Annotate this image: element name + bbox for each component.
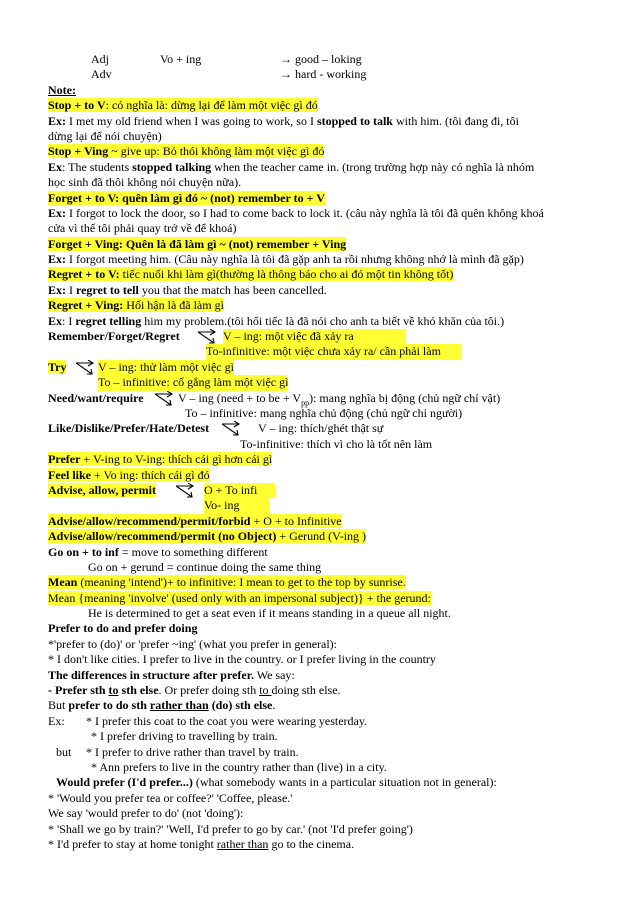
line-feel-like (48, 468, 608, 483)
advise-no-object-title: Advise/allow/recommend/permit (no Object) (48, 529, 277, 544)
ex-text: I (66, 282, 76, 297)
prefer-desc: + V-ing to V-ing: thích cái gì hơn cái gì (80, 452, 273, 467)
branch-arrow-icon (222, 421, 242, 437)
but-label: but (56, 744, 72, 759)
ex-key: stopped to talk (316, 113, 393, 128)
line-stop-to-v (48, 98, 608, 113)
ex-text: you that the match has been cancelled. (138, 282, 327, 297)
adv-label: Adv (91, 67, 112, 82)
pp-subscript: pp (301, 397, 310, 407)
line-ex-cont (48, 221, 608, 236)
line-ex-stop-talking (48, 160, 608, 175)
forget-to-v-title: Forget + to V: quên làm gì đó ~ (not) remember to + V (48, 190, 325, 205)
line-to-infinitive (48, 344, 608, 359)
mean-title: Mean (48, 575, 78, 590)
to-infinitive-meaning: To-infinitive: một việc chưa xảy ra/ cần phải làm (206, 344, 461, 359)
like-to-infinitive: To-infinitive: thích vì cho là tốt nên làm (240, 436, 433, 451)
line-prefer-cities (48, 652, 608, 667)
line-regret-to-v (48, 267, 608, 282)
line-forget-to-v (48, 191, 608, 206)
good-loking-label: → good – loking (280, 52, 362, 66)
line-adv (48, 67, 608, 82)
like-ving: V – ing: thích/ghét thật sự (258, 421, 384, 436)
need-want-require-title: Need/want/require (48, 390, 144, 405)
ex-text: * I prefer driving to travelling by train. (91, 729, 278, 744)
ex-text: We say 'would prefer to do' (not 'doing'): (48, 806, 244, 821)
differences-text: We say: (253, 667, 295, 682)
line-ex-regret-tell (48, 283, 608, 298)
line-advise (48, 483, 608, 498)
line-mean-example (48, 606, 608, 621)
remember-forget-regret-title: Remember/Forget/Regret (48, 329, 180, 344)
line-advise-forbid (48, 514, 608, 529)
ex-text: I forgot to lock the door, so I had to come back to lock it. (câu này nghĩa là tôi đã quên không khoá (66, 205, 544, 220)
ex-text: * Ann prefers to live in the country rather than (live) in a city. (91, 759, 387, 774)
ex-key: regret telling (75, 313, 142, 328)
go-on-gerund-desc: Go on + gerund = continue doing the same thing (88, 559, 322, 574)
structure-text: . (272, 698, 276, 713)
line-prefer-heading (48, 621, 608, 636)
document-page (48, 52, 608, 852)
mean-intend-desc: (meaning 'intend')+ to infinitive: I mean to get to the top by sunrise. (77, 575, 406, 590)
try-ving: V – ing: thử làm một việc gì (98, 359, 234, 374)
ving-meaning: V – ing: một việc đã xảy ra (223, 329, 406, 344)
advise-vo-ing: Vo- ing (204, 498, 269, 513)
ex-text: * I prefer this coat to the coat you were wearing yesterday. (86, 713, 368, 728)
branch-arrow-icon (176, 483, 196, 499)
ex-label: Ex (48, 313, 63, 328)
line-forget-ving (48, 237, 608, 252)
need-ving-meaning: ): mang nghĩa bị động (chủ ngữ chỉ vật) (309, 390, 501, 405)
differences-heading: The differences in structure after prefer. (48, 667, 254, 682)
line-adj (48, 52, 608, 67)
feel-like-title: Feel like (48, 467, 91, 482)
line-tea-coffee (48, 791, 608, 806)
line-would-prefer (48, 775, 608, 790)
branch-arrow-icon (155, 391, 175, 407)
ex-text: : The students (62, 159, 133, 174)
go-on-title: Go on + to inf (48, 544, 119, 559)
ex-text: him my problem.(tôi hối tiếc là đã nói cho anh ta biết về khó khăn của tôi.) (141, 313, 505, 328)
line-regret-ving (48, 298, 608, 313)
line-ex-cont (48, 175, 608, 190)
ex-text: học sinh đã thôi không nói chuyện nữa). (48, 175, 242, 190)
line-ex-cont (48, 129, 608, 144)
need-ving: V – ing (need + to be + V (178, 390, 302, 405)
line-like-dislike (48, 421, 608, 436)
line-differences (48, 668, 608, 683)
ex-text: go to the cinema. (268, 836, 355, 851)
forget-ving-title: Forget + Ving: Quên là đã làm gì ~ (not) remember + Ving (48, 236, 347, 251)
line-ex-regret-telling (48, 314, 608, 329)
line-ex-forgot-lock (48, 206, 608, 221)
structure-text: (do) sth else (208, 698, 273, 713)
regret-ving-desc: Hối hận là đã làm gì (123, 298, 224, 313)
line-ex-forgot-meeting (48, 252, 608, 267)
line-prefer (48, 452, 608, 467)
structure-text: prefer to do sth (68, 698, 150, 713)
like-dislike-title: Like/Dislike/Prefer/Hate/Detest (48, 421, 210, 436)
adj-label: Adj (91, 52, 109, 66)
vo-ing-label: Vo + ing (160, 52, 202, 66)
line-mean-intend (48, 575, 608, 590)
line-but-prefer (48, 698, 608, 713)
line-advise-ving (48, 498, 608, 513)
ex-text: cửa vì thế tôi phải quay trở về để khoá) (48, 221, 237, 236)
line-remember-forget-regret (48, 329, 608, 344)
structure-text: . Or prefer doing sth (158, 683, 260, 698)
structure-text: - Prefer sth (48, 683, 109, 698)
line-ex-ann (48, 760, 608, 775)
structure-text: rather than (149, 698, 209, 713)
advise-forbid-desc: + O + to Infinitive (250, 513, 342, 528)
line-prefer-sth-to (48, 683, 608, 698)
prefer-title: Prefer (48, 452, 81, 467)
stop-to-v-title: Stop + to V (48, 98, 106, 113)
try-title: Try (48, 359, 67, 374)
mean-example: He is determined to get a seat even if it means standing in a queue all night. (88, 606, 451, 621)
line-ex-coat (48, 714, 608, 729)
branch-arrow-icon (76, 360, 96, 376)
feel-like-desc: + Vo ing: thích cái gì đó (90, 467, 210, 482)
stop-to-v-desc: : có nghĩa là: dừng lại để làm một việc gì đó (105, 98, 318, 113)
prefer-cities: * I don't like cities. I prefer to live in the country. or I prefer living in the country (48, 652, 436, 667)
line-go-on-gerund (48, 560, 608, 575)
note-heading: Note: (48, 82, 76, 97)
line-try (48, 360, 608, 375)
line-but-drive (48, 745, 608, 760)
ex-label: Ex (48, 159, 63, 174)
line-we-say (48, 806, 608, 821)
ex-text: * 'Would you prefer tea or coffee?' 'Coffee, please.' (48, 790, 293, 805)
structure-text: to (259, 683, 272, 698)
mean-involve-desc: Mean {meaning 'involve' (used only with an impersonal subject)} + the gerund: (48, 590, 431, 605)
regret-to-v-desc: tiếc nuối khi làm gì(thường là thông báo cho ai đó một tin không tốt) (119, 267, 454, 282)
advise-to-infi: O + To infi (204, 483, 275, 498)
line-prefer-general (48, 637, 608, 652)
line-note (48, 83, 608, 98)
stop-ving-desc: ~ give up: Bỏ thói không làm một việc gì đó (108, 144, 325, 159)
regret-ving-title: Regret + Ving: (48, 298, 124, 313)
line-stay-home (48, 837, 608, 852)
ex-label: Ex: (48, 113, 66, 128)
line-stop-ving (48, 144, 608, 159)
ex-key: regret to tell (76, 282, 139, 297)
ex-text: I forgot meeting him. (Câu này nghĩa là tôi đã gặp anh ta rồi nhưng không nhớ là mình đã gặp) (66, 252, 524, 267)
ex-text: * I'd prefer to stay at home tonight (48, 836, 217, 851)
ex-text: * I prefer to drive rather than travel by train. (86, 744, 299, 759)
ex-text: rather than (216, 836, 269, 851)
line-need-to (48, 406, 608, 421)
stop-ving-title: Stop + Ving (48, 144, 109, 159)
ex-label: Ex: (48, 713, 65, 728)
line-go-on (48, 545, 608, 560)
regret-to-v-title: Regret + to V: (48, 267, 120, 282)
ex-text: when the teacher came in. (trong trường hợp này có nghĩa là nhóm (211, 159, 535, 174)
ex-label: Ex: (48, 252, 66, 267)
line-advise-no-object (48, 529, 608, 544)
advise-no-object-desc: + Gerund (V-ing ) (276, 529, 367, 544)
structure-text: to (108, 683, 119, 698)
line-need-want-require (48, 391, 608, 406)
try-to-infinitive: To – infinitive: cố gắng làm một việc gì (98, 375, 289, 390)
would-prefer-title: Would prefer (I'd prefer...) (56, 775, 193, 790)
structure-text: sth else (118, 683, 159, 698)
line-like-to (48, 437, 608, 452)
line-ex-stop-to-talk (48, 114, 608, 129)
ex-text: with him. (tôi đang đi, tôi (392, 113, 519, 128)
branch-arrow-icon (198, 329, 218, 345)
line-ex-driving (48, 729, 608, 744)
advise-title: Advise, allow, permit (48, 482, 156, 497)
ex-key: stopped talking (132, 159, 212, 174)
structure-text: But (48, 698, 69, 713)
ex-label: Ex: (48, 282, 66, 297)
go-on-desc: = move to something different (118, 544, 268, 559)
ex-text: * 'Shall we go by train?' 'Well, I'd prefer to go by car.' (not 'I'd prefer going') (48, 821, 413, 836)
advise-forbid-title: Advise/allow/recommend/permit/forbid (48, 513, 251, 528)
line-mean-involve (48, 591, 608, 606)
hard-working-label: → hard - working (280, 67, 367, 82)
line-train-car (48, 822, 608, 837)
prefer-heading: Prefer to do and prefer doing (48, 621, 198, 636)
need-to-infinitive: To – infinitive: mang nghĩa chủ động (chủ ngữ chỉ người) (185, 405, 463, 420)
line-try-to (48, 375, 608, 390)
ex-label: Ex: (48, 205, 66, 220)
prefer-general: *'prefer to (do)' or 'prefer ~ing' (what you prefer in general): (48, 636, 338, 651)
structure-text: doing sth else. (271, 683, 341, 698)
ex-text: I met my old friend when I was going to work, so I (66, 113, 317, 128)
ex-text: dừng lại để nói chuyện) (48, 128, 162, 143)
would-prefer-desc: (what somebody wants in a particular situation not in general): (192, 775, 497, 790)
ex-text: : I (62, 313, 76, 328)
